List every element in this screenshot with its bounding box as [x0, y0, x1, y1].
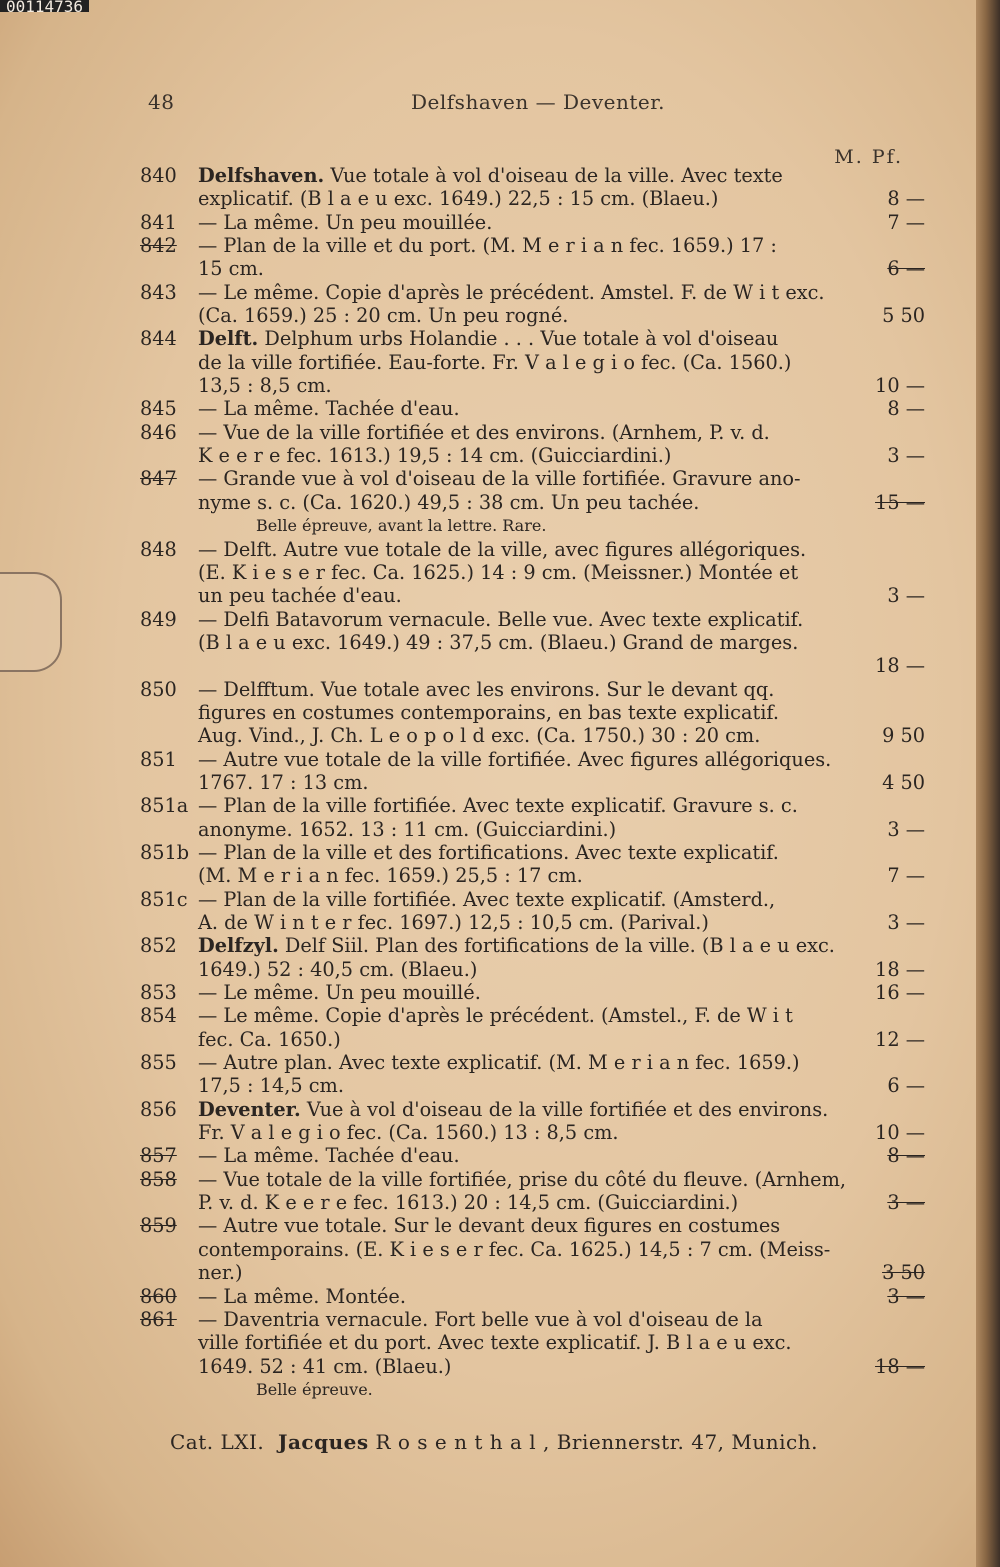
entry-number: 851a	[140, 794, 189, 818]
catalog-entry	[140, 538, 925, 608]
entry-text: ner.)	[198, 1261, 243, 1285]
entry-text: — Plan de la ville et des fortifications. Avec texte explicatif.	[198, 840, 779, 864]
entry-text: nyme s. c. (Ca. 1620.) 49,5 : 38 cm. Un peu tachée.	[198, 490, 700, 514]
catalog-entry	[140, 281, 925, 328]
entry-text: (M. M e r i a n fec. 1659.) 25,5 : 17 cm.	[198, 864, 583, 888]
entry-number: 859	[140, 1214, 177, 1238]
catalog-entries	[140, 164, 925, 1401]
entry-line	[140, 1214, 925, 1237]
entry-text: Deventer. Vue à vol d'oiseau de la ville fortifiée et des environs.	[198, 1097, 829, 1121]
catalog-entry	[140, 1308, 925, 1401]
catalog-entry	[140, 794, 925, 841]
catalog-entry	[140, 888, 925, 935]
entry-text: anonyme. 1652. 13 : 11 cm. (Guicciardini.)	[198, 817, 617, 841]
entry-text: 1649.) 52 : 40,5 cm. (Blaeu.)	[198, 957, 478, 981]
entry-line	[140, 327, 925, 350]
entry-text: — Le même. Copie d'après le précédent. (Amstel., F. de W i t	[198, 1004, 793, 1028]
page-number: 48	[148, 90, 175, 114]
entry-line	[140, 748, 925, 771]
entry-line	[140, 841, 925, 864]
entry-price: 5 50	[882, 304, 925, 328]
catalog-entry	[140, 211, 925, 234]
catalog-entry	[140, 1004, 925, 1051]
entry-number: 847	[140, 467, 177, 491]
entry-text: (B l a e u exc. 1649.) 49 : 37,5 cm. (Blaeu.) Grand de marges.	[198, 630, 799, 654]
entry-text: — Autre vue totale de la ville fortifiée. Avec figures allégoriques.	[198, 747, 832, 771]
entry-text: Delfzyl. Delf Siil. Plan des fortifications de la ville. (B l a e u exc.	[198, 934, 835, 958]
catalog-entry	[140, 164, 925, 211]
publisher-first-name: Jacques	[277, 1430, 369, 1454]
entry-text: — Le même. Un peu mouillé.	[198, 981, 481, 1005]
entry-text: 1649. 52 : 41 cm. (Blaeu.)	[198, 1354, 452, 1378]
entry-text: figures en costumes contemporains, en bas texte explicatif.	[198, 700, 779, 724]
entry-text: — Autre vue totale. Sur le devant deux figures en costumes	[198, 1214, 781, 1238]
entry-line	[140, 234, 925, 257]
entry-line	[140, 1238, 925, 1261]
entry-text: 1767. 17 : 13 cm.	[198, 770, 369, 794]
entry-line	[140, 958, 925, 981]
entry-text: fec. Ca. 1650.)	[198, 1027, 341, 1051]
entry-price: 3 50	[882, 1261, 925, 1285]
entry-price: 18 —	[875, 1354, 925, 1378]
entry-line	[140, 467, 925, 490]
entry-text: — Plan de la ville et du port. (M. M e r i a n fec. 1659.) 17 :	[198, 234, 777, 258]
entry-price: 8 —	[887, 1144, 925, 1168]
entry-line	[140, 538, 925, 561]
catalog-entry	[140, 748, 925, 795]
entry-text: — La même. Un peu mouillée.	[198, 210, 493, 234]
entry-price: 6 —	[887, 1074, 925, 1098]
entry-line	[140, 257, 925, 280]
entry-line	[140, 864, 925, 887]
catalog-entry	[140, 1098, 925, 1145]
entry-price: 18 —	[875, 654, 925, 678]
entry-line	[140, 304, 925, 327]
place-name: Delfshaven.	[198, 164, 325, 187]
entry-line	[140, 1261, 925, 1284]
place-name: Delft.	[198, 327, 259, 351]
entry-price: 6 —	[887, 257, 925, 281]
entry-line	[140, 1191, 925, 1214]
entry-line	[140, 211, 925, 234]
entry-price: 16 —	[875, 981, 925, 1005]
entry-line	[140, 491, 925, 514]
entry-text: — Delfi Batavorum vernacule. Belle vue. Avec texte explicatif.	[198, 607, 804, 631]
place-name: Delfzyl.	[198, 934, 279, 958]
entry-text: — La même. Montée.	[198, 1284, 406, 1308]
catalog-entry	[140, 234, 925, 281]
entry-line	[140, 397, 925, 420]
entry-line	[140, 794, 925, 817]
entry-line	[140, 934, 925, 957]
page-title: Delfshaven — Deventer.	[411, 90, 665, 114]
entry-text: de la ville fortifiée. Eau-forte. Fr. V a l e g i o fec. (Ca. 1560.)	[198, 350, 792, 374]
entry-number: 843	[140, 280, 177, 304]
entry-text: — Plan de la ville fortifiée. Avec texte explicatif. Gravure s. c.	[198, 794, 798, 818]
book-spine	[976, 0, 1000, 1567]
entry-line	[140, 771, 925, 794]
entry-note: Belle épreuve, avant la lettre. Rare.	[256, 516, 547, 536]
entry-text: contemporains. (E. K i e s e r fec. Ca. 1625.) 14,5 : 7 cm. (Meiss-	[198, 1237, 831, 1261]
entry-price: 15 —	[875, 490, 925, 514]
entry-text: Fr. V a l e g i o fec. (Ca. 1560.) 13 : 8,5 cm.	[198, 1121, 619, 1145]
entry-line	[140, 1121, 925, 1144]
entry-text: K e e r e fec. 1613.) 19,5 : 14 cm. (Guicciardini.)	[198, 444, 672, 468]
entry-line	[140, 561, 925, 584]
entry-price: 3 —	[887, 1191, 925, 1215]
entry-line	[140, 374, 925, 397]
entry-number: 851b	[140, 840, 190, 864]
entry-price: 10 —	[875, 1121, 925, 1145]
publisher-address: R o s e n t h a l , Briennerstr. 47, Munich.	[375, 1430, 818, 1454]
entry-text: 17,5 : 14,5 cm.	[198, 1074, 344, 1098]
entry-price: 8 —	[887, 397, 925, 421]
entry-line	[140, 654, 925, 677]
entry-line	[140, 911, 925, 934]
entry-text: Aug. Vind., J. Ch. L e o p o l d exc. (Ca. 1750.) 30 : 20 cm.	[198, 724, 761, 748]
page-header	[148, 90, 928, 118]
page-tab	[0, 572, 62, 672]
catalog-entry	[140, 1051, 925, 1098]
entry-line	[140, 444, 925, 467]
entry-line	[140, 281, 925, 304]
entry-number: 854	[140, 1004, 177, 1028]
entry-price: 7 —	[887, 864, 925, 888]
catalog-entry	[140, 1214, 925, 1284]
entry-line	[140, 701, 925, 724]
entry-line	[140, 888, 925, 911]
entry-price: 18 —	[875, 957, 925, 981]
catalog-entry	[140, 1168, 925, 1215]
entry-text: un peu tachée d'eau.	[198, 584, 402, 608]
catalog-entry	[140, 327, 925, 397]
entry-text: — Daventria vernacule. Fort belle vue à vol d'oiseau de la	[198, 1307, 763, 1331]
entry-line	[140, 1004, 925, 1027]
entry-price: 3 —	[887, 444, 925, 468]
entry-text: — Plan de la ville fortifiée. Avec texte explicatif. (Amsterd.,	[198, 887, 776, 911]
entry-number: 844	[140, 327, 177, 351]
entry-line	[140, 351, 925, 374]
page-footer	[170, 1430, 930, 1454]
entry-line	[140, 678, 925, 701]
catalog-entry	[140, 841, 925, 888]
entry-line	[140, 1355, 925, 1378]
entry-text: (E. K i e s e r fec. Ca. 1625.) 14 : 9 cm. (Meissner.) Montée et	[198, 560, 799, 584]
entry-line	[140, 981, 925, 1004]
catalog-entry	[140, 934, 925, 981]
currency-label: M. Pf.	[834, 146, 903, 168]
entry-number: 849	[140, 607, 177, 631]
place-name: Deventer.	[198, 1097, 301, 1121]
entry-line	[140, 421, 925, 444]
entry-text: Delfshaven. Vue totale à vol d'oiseau de la ville. Avec texte	[198, 164, 783, 187]
entry-text: Delft. Delphum urbs Holandie . . . Vue totale à vol d'oiseau	[198, 327, 779, 351]
entry-price: 4 50	[882, 770, 925, 794]
catalog-entry	[140, 1144, 925, 1167]
entry-number: 840	[140, 164, 177, 187]
catalog-entry	[140, 397, 925, 420]
entry-text: — Delft. Autre vue totale de la ville, avec figures allégoriques.	[198, 537, 807, 561]
entry-line	[140, 164, 925, 187]
entry-price: 12 —	[875, 1027, 925, 1051]
catalog-entry	[140, 608, 925, 678]
entry-line	[140, 1074, 925, 1097]
entry-number: 856	[140, 1097, 177, 1121]
entry-number: 852	[140, 934, 177, 958]
entry-line	[140, 631, 925, 654]
entry-text: — Le même. Copie d'après le précédent. Amstel. F. de W i t exc.	[198, 280, 825, 304]
entry-price: 3 —	[887, 1284, 925, 1308]
entry-text: 13,5 : 8,5 cm.	[198, 374, 332, 398]
entry-number: 860	[140, 1284, 177, 1308]
entry-line	[140, 1308, 925, 1331]
entry-number: 842	[140, 234, 177, 258]
entry-line	[140, 1051, 925, 1074]
entry-text: — Grande vue à vol d'oiseau de la ville fortifiée. Gravure ano-	[198, 467, 801, 491]
scan-id-label: 00114736	[0, 0, 89, 12]
entry-line	[140, 1168, 925, 1191]
entry-price: 3 —	[887, 584, 925, 608]
entry-text: — Autre plan. Avec texte explicatif. (M. M e r i a n fec. 1659.)	[198, 1051, 800, 1075]
entry-line	[140, 608, 925, 631]
entry-line	[140, 724, 925, 747]
entry-line	[140, 1144, 925, 1167]
entry-line	[140, 584, 925, 607]
entry-price: 8 —	[887, 187, 925, 211]
entry-number: 846	[140, 420, 177, 444]
entry-number: 857	[140, 1144, 177, 1168]
entry-line	[140, 1098, 925, 1121]
entry-text: 15 cm.	[198, 257, 264, 281]
entry-price: 10 —	[875, 374, 925, 398]
entry-line	[140, 1028, 925, 1051]
entry-text: — Vue de la ville fortifiée et des environs. (Arnhem, P. v. d.	[198, 420, 770, 444]
entry-number: 850	[140, 677, 177, 701]
entry-text: — Vue totale de la ville fortifiée, prise du côté du fleuve. (Arnhem,	[198, 1167, 846, 1191]
entry-line	[140, 1285, 925, 1308]
catalog-entry	[140, 467, 925, 537]
entry-text: P. v. d. K e e r e fec. 1613.) 20 : 14,5 cm. (Guicciardini.)	[198, 1191, 739, 1215]
entry-text: ville fortifiée et du port. Avec texte explicatif. J. B l a e u exc.	[198, 1331, 792, 1355]
catalog-entry	[140, 1285, 925, 1308]
entry-text: A. de W i n t e r fec. 1697.) 12,5 : 10,5 cm. (Parival.)	[198, 911, 709, 934]
entry-number: 851	[140, 747, 177, 771]
entry-number: 861	[140, 1307, 177, 1331]
entry-line	[140, 1331, 925, 1354]
catalog-number: Cat. LXI.	[170, 1430, 265, 1454]
entry-text: — Delfftum. Vue totale avec les environs. Sur le devant qq.	[198, 677, 775, 701]
entry-text: — La même. Tachée d'eau.	[198, 1144, 460, 1168]
catalog-entry	[140, 981, 925, 1004]
catalog-entry	[140, 421, 925, 468]
entry-number: 858	[140, 1167, 177, 1191]
entry-price: 7 —	[887, 210, 925, 234]
entry-price: 9 50	[882, 724, 925, 748]
entry-text: — La même. Tachée d'eau.	[198, 397, 460, 421]
entry-number: 855	[140, 1051, 177, 1075]
entry-number: 848	[140, 537, 177, 561]
entry-number: 851c	[140, 887, 188, 911]
catalog-entry	[140, 678, 925, 748]
entry-price: 3 —	[887, 911, 925, 934]
entry-number: 845	[140, 397, 177, 421]
entry-line	[140, 818, 925, 841]
entry-number: 841	[140, 210, 177, 234]
entry-line	[140, 187, 925, 210]
entry-price: 3 —	[887, 817, 925, 841]
entry-number: 853	[140, 981, 177, 1005]
entry-text: explicatif. (B l a e u exc. 1649.) 22,5 : 15 cm. (Blaeu.)	[198, 187, 719, 211]
entry-text: (Ca. 1659.) 25 : 20 cm. Un peu rogné.	[198, 304, 569, 328]
entry-note: Belle épreuve.	[256, 1379, 373, 1399]
